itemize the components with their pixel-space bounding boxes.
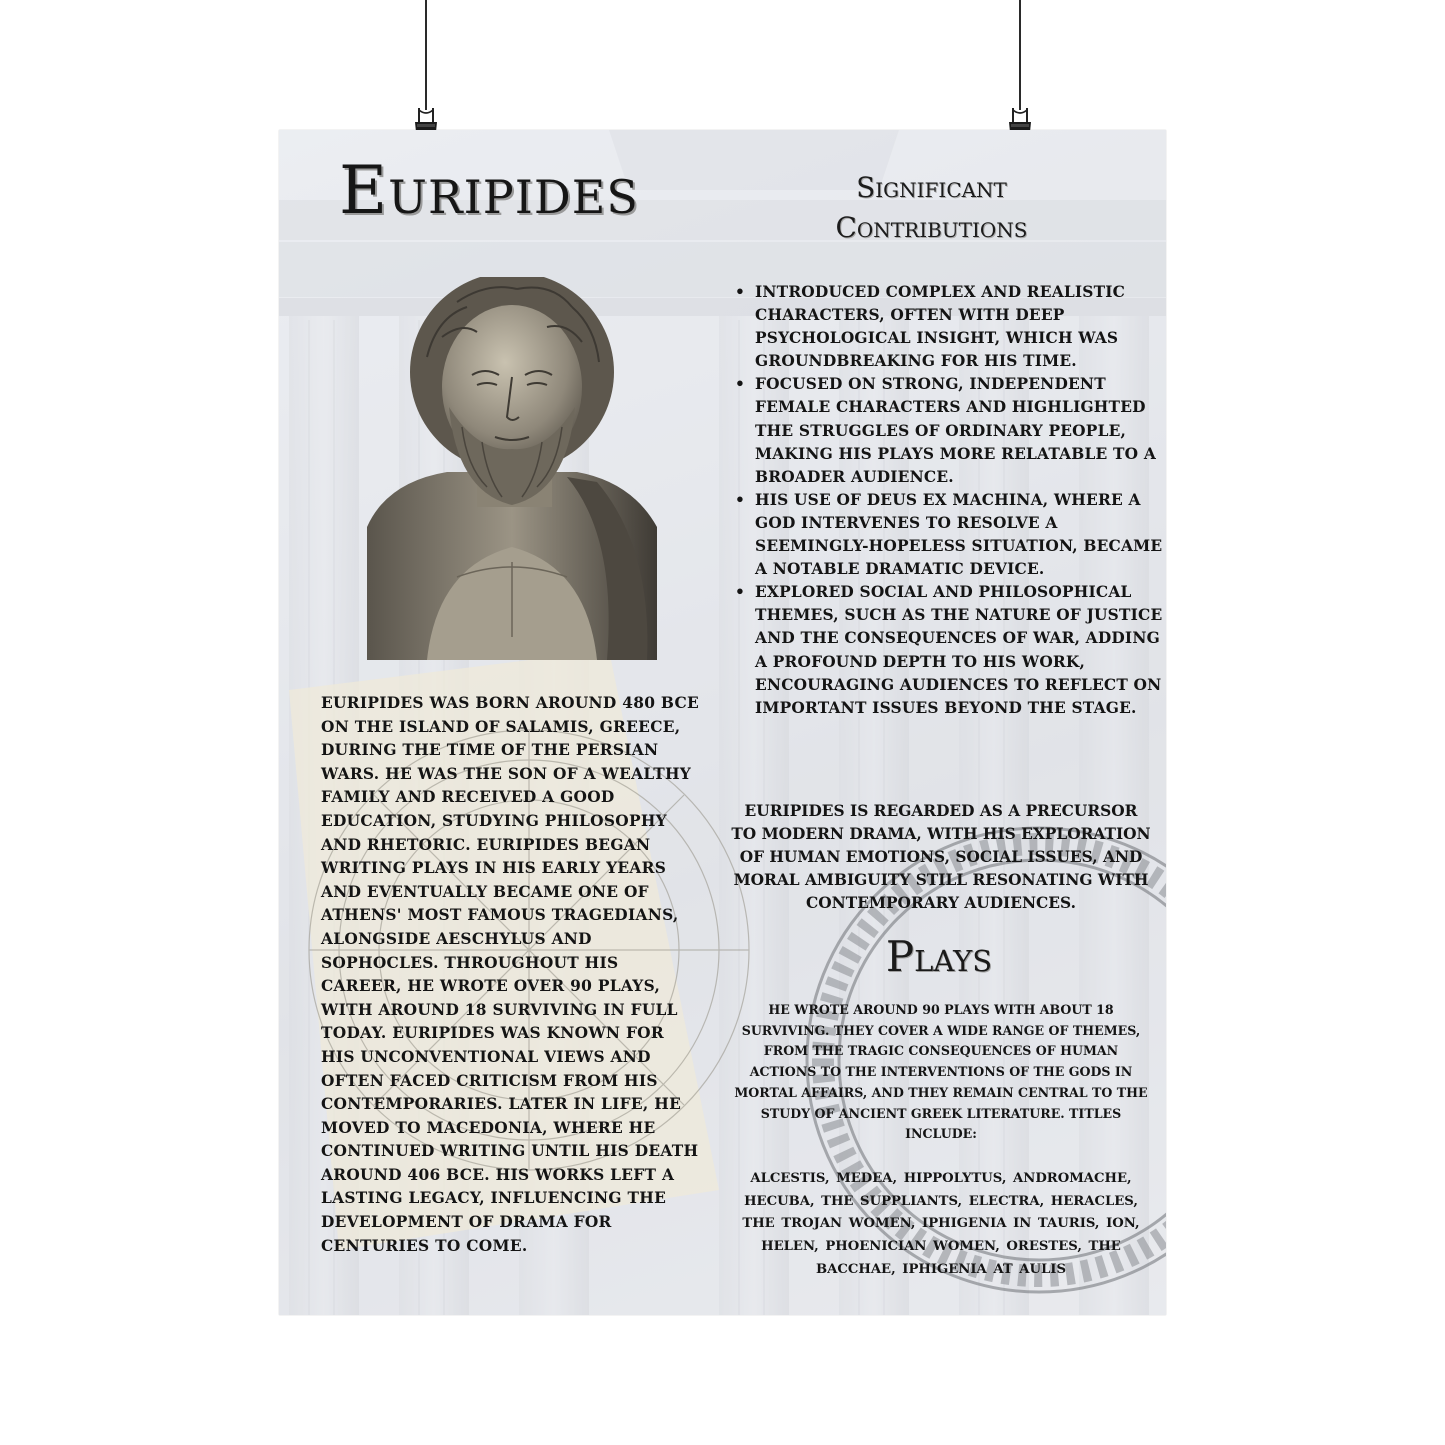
- bust-portrait-icon: [367, 277, 657, 660]
- biography-text: EURIPIDES WAS BORN AROUND 480 BCE ON THE ISLAND OF SALAMIS, GREECE, DURING THE TIME OF THE PERSIAN WARS. HE WAS THE SON OF A WEALTHY FAMILY AND RECEIVED A GOOD EDUCATION, STUDYING PHILOSOPHY AND RHETORIC. EURIPIDES BEGAN WRITING PLAYS IN HIS EARLY YEARS AND EVENTUALLY BECAME ONE OF ATHENS' MOST FAMOUS TRAGEDIANS, ALONGSIDE AESCHYLUS AND SOPHOCLES. THROUGHOUT HIS CAREER, HE WROTE OVER 90 PLAYS, WITH AROUND 18 SURVIVING IN FULL TODAY. EURIPIDES WAS KNOWN FOR HIS UNCONVENTIONAL VIEWS AND OFTEN FACED CRITICISM FROM HIS CONTEMPORARIES. LATER IN LIFE, HE MOVED TO MACEDONIA, WHERE HE CONTINUED WRITING UNTIL HIS DEATH AROUND 406 BCE. HIS WORKS LEFT A LASTING LEGACY, INFLUENCING THE DEVELOPMENT OF DRAMA FOR CENTURIES TO COME.: [321, 694, 700, 1255]
- contributions-heading: Significant Contributions: [835, 171, 1028, 244]
- hanging-wire-right: [1019, 0, 1021, 110]
- plays-title-list: ALCESTIS, MEDEA, HIPPOLYTUS, ANDROMACHE, HECUBA, THE SUPPLIANTS, ELECTRA, HERACLES, THE TROJAN WOMEN, IPHIGENIA IN TAURIS, ION, HELEN, PHOENICIAN WOMEN, ORESTES, THE BACCHAE, IPHIGENIA AT AULIS: [742, 1171, 1140, 1277]
- plays-heading: Plays: [885, 932, 993, 981]
- contributions-list: [733, 281, 1166, 720]
- poster-title: Euripides: [339, 152, 639, 229]
- contribution-item: • EXPLORED SOCIAL AND PHILOSOPHICAL THEMES, SUCH AS THE NATURE OF JUSTICE AND THE CONSEQUENCES OF WAR, ADDING A PROFOUND DEPTH TO HIS WORK, ENCOURAGING AUDIENCES TO REFLECT ON IMPORTANT ISSUES BEYOND THE STAGE.: [755, 581, 1166, 720]
- poster: [279, 130, 1166, 1315]
- contribution-item: • FOCUSED ON STRONG, INDEPENDENT FEMALE CHARACTERS AND HIGHLIGHTED THE STRUGGLES OF ORDINARY PEOPLE, MAKING HIS PLAYS MORE RELATABLE TO A BROADER AUDIENCE.: [755, 373, 1166, 488]
- contribution-item: • INTRODUCED COMPLEX AND REALISTIC CHARACTERS, OFTEN WITH DEEP PSYCHOLOGICAL INSIGHT, WHICH WAS GROUNDBREAKING FOR HIS TIME.: [755, 281, 1166, 373]
- hanging-wire-left: [425, 0, 427, 110]
- plays-intro-text: HE WROTE AROUND 90 PLAYS WITH ABOUT 18 SURVIVING. THEY COVER A WIDE RANGE OF THEMES, FROM THE TRAGIC CONSEQUENCES OF HUMAN ACTIONS TO THE INTERVENTIONS OF THE GODS IN MORTAL AFFAIRS, AND THEY REMAIN CENTRAL TO THE STUDY OF ANCIENT GREEK LITERATURE. TITLES INCLUDE:: [734, 1002, 1148, 1142]
- legacy-text: EURIPIDES IS REGARDED AS A PRECURSOR TO MODERN DRAMA, WITH HIS EXPLORATION OF HUMAN EMOTIONS, SOCIAL ISSUES, AND MORAL AMBIGUITY STILL RESONATING WITH CONTEMPORARY AUDIENCES.: [731, 802, 1151, 913]
- contribution-item: • HIS USE OF DEUS EX MACHINA, WHERE A GOD INTERVENES TO RESOLVE A SEEMINGLY-HOPELESS SITUATION, BECAME A NOTABLE DRAMATIC DEVICE.: [755, 489, 1166, 581]
